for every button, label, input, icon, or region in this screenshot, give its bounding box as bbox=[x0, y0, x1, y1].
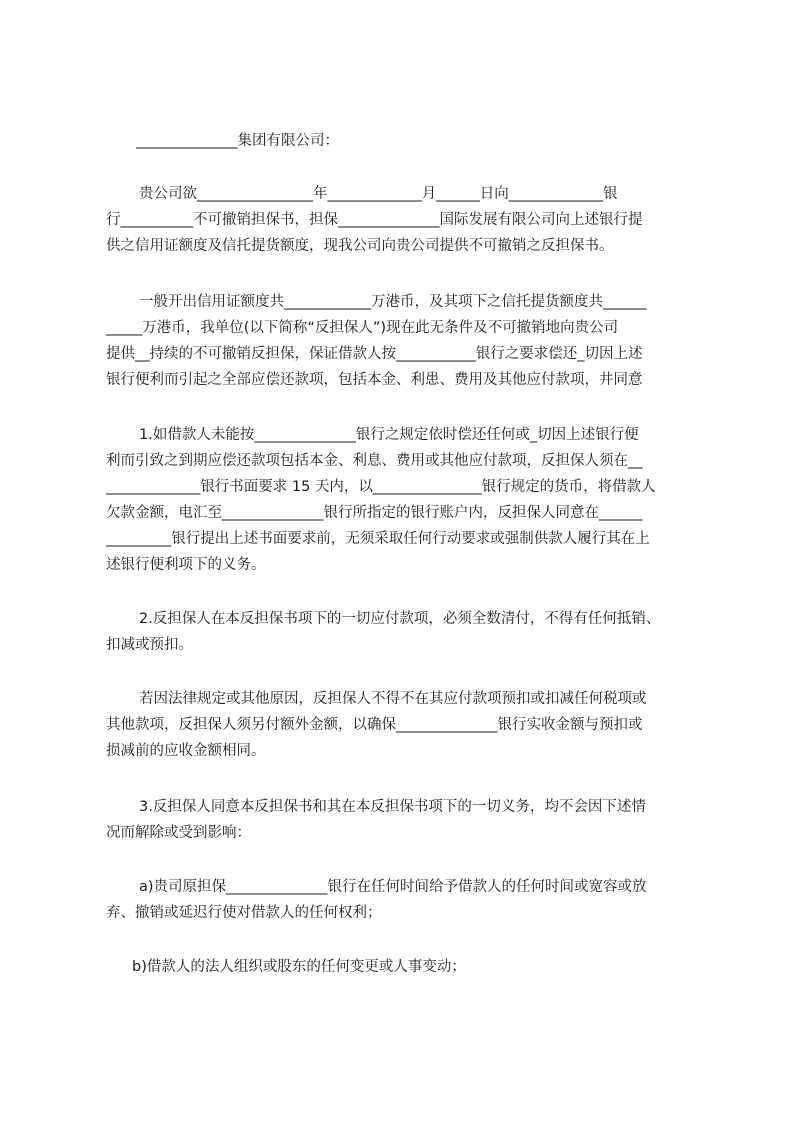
intro-paragraph bbox=[106, 181, 701, 259]
text-line: 述银行便利项下的义务。 bbox=[106, 557, 266, 573]
clause-3-paragraph bbox=[106, 794, 701, 846]
clause-2-paragraph bbox=[106, 606, 701, 658]
text-line: 供之信用证额度及信托提货额度，现我公司向贵公司提供不可撤销之反担保书。 bbox=[106, 238, 614, 254]
text-line: a)贵司原担保______________银行在任何时间给予借款人的任何时间或宽容或放 bbox=[139, 879, 647, 895]
text-line: 其他款项，反担保人须另付额外金额，以确保______________银行实收金额与预扣或 bbox=[106, 717, 643, 733]
text-line: 损减前的应收金额相同。 bbox=[106, 743, 266, 759]
text-line: 3.反担保人同意本反担保书和其在本反担保书项下的一切义务，均不会因下述情 bbox=[139, 799, 646, 815]
text-line: 银行便利而引起之全部应偿还款项，包括本金、利患、费用及其他应付款项，井同意 bbox=[106, 372, 643, 388]
text-line: 1.如借款人未能按______________银行之规定依时偿还任何或_切因上述银行便 bbox=[139, 427, 639, 443]
clause-3b-paragraph bbox=[106, 954, 701, 980]
salutation-line: ______________集团有限公司： bbox=[136, 133, 339, 149]
text-line: b)借款人的法人组织或股东的任何变更或人事变动； bbox=[132, 959, 466, 975]
salutation bbox=[106, 128, 701, 154]
text-line: 况而解除或受到影响： bbox=[106, 825, 251, 841]
text-line: 扣减或预扣。 bbox=[106, 637, 193, 653]
clause-3a-paragraph bbox=[106, 874, 701, 926]
text-line: _____万港币，我单位(以下简称“反担保人”)现在此无条件及不可撤销地向贵公司 bbox=[106, 320, 619, 336]
text-line: 一般开出信用证额度共____________万港币，及其项下之信托提货额度共______ bbox=[139, 294, 647, 310]
text-line: 利而引致之到期应偿还款项包括本金、利息、费用或其他应付款项，反担保人须在__ bbox=[106, 453, 643, 469]
text-line: _____________银行书面要求 15 天内，以_______________银行规定的货币，将借款人 bbox=[106, 479, 656, 495]
clause-1-paragraph bbox=[106, 422, 701, 578]
credit-amount-paragraph bbox=[106, 289, 701, 393]
text-line: 弃、撤销或延迟行使对借款人的任何权利； bbox=[106, 905, 382, 921]
text-line: 行__________不可撤销担保书，担保______________国际发展有限公司向上述银行提 bbox=[106, 212, 643, 228]
text-line: 贵公司欲________________年_____________月______日向_____________银 bbox=[139, 186, 618, 202]
text-line: 欠款金额，电汇至______________银行所指定的银行账户内，反担保人同意在______ bbox=[106, 505, 643, 521]
tax-paragraph bbox=[106, 686, 701, 764]
text-line: _________银行提出上述书面要求前，无须采取任何行动要求或强制供款人履行其在上 bbox=[106, 531, 650, 547]
text-line: 若因法律规定或其他原因，反担保人不得不在其应付款项预扣或扣减任何税项或 bbox=[139, 691, 647, 707]
text-line: 2.反担保人在本反担保书项下的一切应付款项，必须全数清付，不得有任何抵销、 bbox=[139, 611, 661, 627]
text-line: 提供__持续的不可撤销反担保，保证借款人按___________银行之要求偿还_切因上述 bbox=[106, 346, 643, 362]
